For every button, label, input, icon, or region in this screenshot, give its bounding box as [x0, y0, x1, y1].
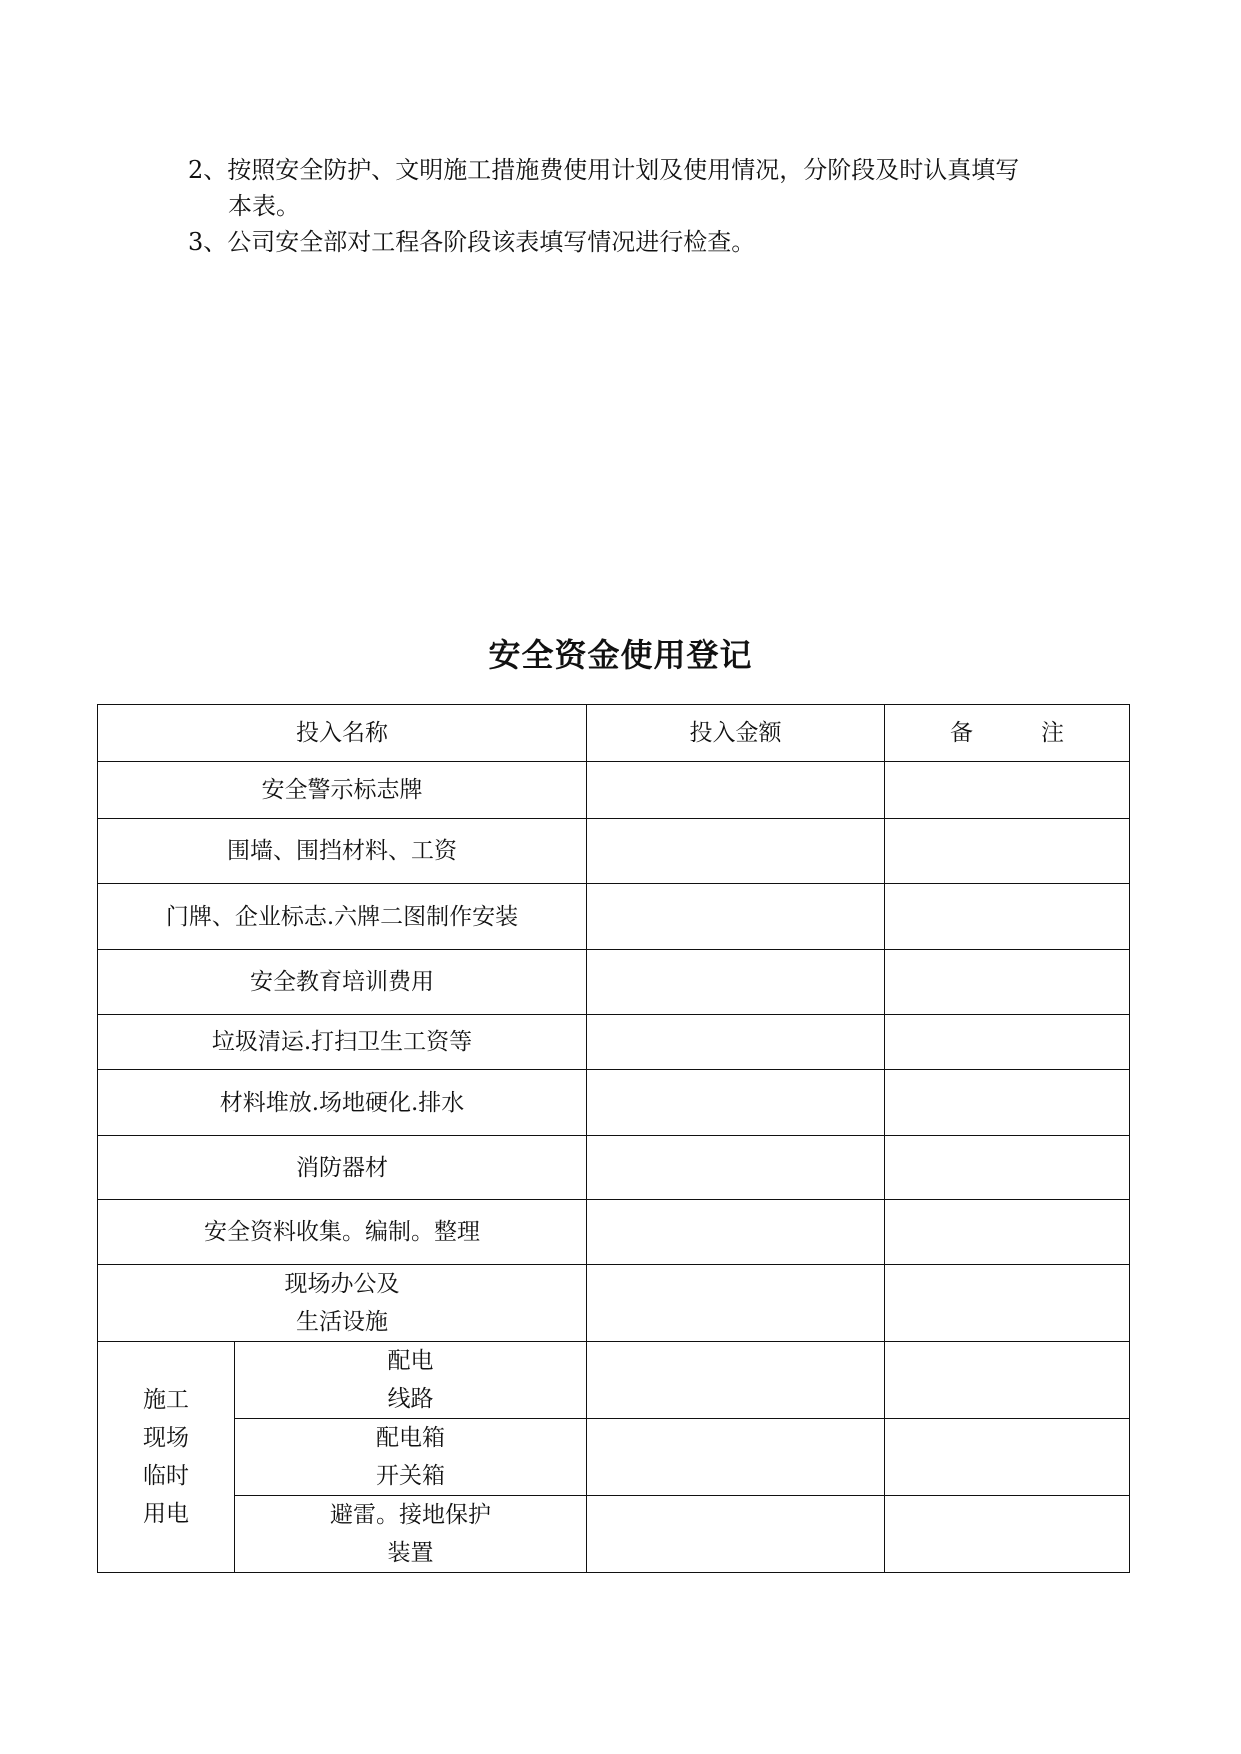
remark-cell[interactable]	[885, 1496, 1130, 1573]
remark-cell[interactable]	[885, 950, 1130, 1015]
amount-cell[interactable]	[587, 819, 885, 884]
remark-cell[interactable]	[885, 1265, 1130, 1342]
remark-cell[interactable]	[885, 1200, 1130, 1265]
amount-cell[interactable]	[587, 1136, 885, 1200]
row-name-cell: 门牌、企业标志.六牌二图制作安装	[98, 884, 587, 950]
remark-cell[interactable]	[885, 1136, 1130, 1200]
sub-item-line-2: 装置	[387, 1540, 434, 1566]
table-row	[98, 884, 1130, 950]
sub-item-line-1: 配电	[387, 1348, 434, 1374]
row-name-cell: 围墙、围挡材料、工资	[98, 819, 587, 884]
table-row	[98, 819, 1130, 884]
amount-cell[interactable]	[587, 1419, 885, 1496]
note-item-2-line-2: 本表。	[228, 192, 300, 220]
row-name-cell: 安全警示标志牌	[98, 762, 587, 819]
table-row	[98, 1200, 1130, 1265]
table-row	[98, 950, 1130, 1015]
amount-cell[interactable]	[587, 1070, 885, 1136]
table-row	[98, 762, 1130, 819]
amount-cell[interactable]	[587, 1496, 885, 1573]
table-row	[98, 1265, 1130, 1342]
amount-cell[interactable]	[587, 1342, 885, 1419]
remark-cell[interactable]	[885, 1419, 1130, 1496]
group-label-line: 施工	[143, 1387, 189, 1413]
header-remark-part1: 备	[950, 720, 973, 746]
row-name-cell: 消防器材	[98, 1136, 587, 1200]
safety-fund-table	[97, 704, 1130, 1573]
amount-cell[interactable]	[587, 762, 885, 819]
row-name-cell: 安全资料收集。编制。整理	[98, 1200, 587, 1265]
table-row	[98, 1342, 1130, 1419]
table-row	[98, 1496, 1130, 1573]
remark-cell[interactable]	[885, 819, 1130, 884]
header-name: 投入名称	[98, 705, 587, 762]
group-label-line: 现场	[143, 1425, 189, 1451]
remark-cell[interactable]	[885, 1015, 1130, 1070]
table-row	[98, 1070, 1130, 1136]
note-item-3: 3、公司安全部对工程各阶段该表填写情况进行检查。	[188, 228, 756, 256]
sub-item-line-2: 开关箱	[376, 1463, 445, 1489]
sub-item-cell	[235, 1496, 587, 1573]
table-row	[98, 1136, 1130, 1200]
amount-cell[interactable]	[587, 1015, 885, 1070]
sub-item-cell	[235, 1342, 587, 1419]
amount-cell[interactable]	[587, 1200, 885, 1265]
row-name-cell	[98, 1265, 587, 1342]
header-remark	[885, 705, 1130, 762]
sub-item-line-2: 线路	[387, 1386, 434, 1412]
group-label-line: 用电	[143, 1501, 189, 1527]
table-row	[98, 1015, 1130, 1070]
sub-item-line-1: 避雷。接地保护	[330, 1502, 491, 1528]
sub-item-cell	[235, 1419, 587, 1496]
row-name-cell: 垃圾清运.打扫卫生工资等	[98, 1015, 587, 1070]
remark-cell[interactable]	[885, 1070, 1130, 1136]
remark-cell[interactable]	[885, 762, 1130, 819]
row-name-line-2: 生活设施	[296, 1309, 388, 1335]
table-row	[98, 1419, 1130, 1496]
remark-cell[interactable]	[885, 1342, 1130, 1419]
row-name-cell: 材料堆放.场地硬化.排水	[98, 1070, 587, 1136]
sub-item-line-1: 配电箱	[376, 1425, 445, 1451]
page-title: 安全资金使用登记	[488, 636, 753, 674]
header-remark-part2: 注	[1041, 720, 1064, 746]
amount-cell[interactable]	[587, 1265, 885, 1342]
group-label-line: 临时	[143, 1463, 189, 1489]
remark-cell[interactable]	[885, 884, 1130, 950]
row-name-cell: 安全教育培训费用	[98, 950, 587, 1015]
group-label-cell	[98, 1342, 235, 1573]
header-amount: 投入金额	[587, 705, 885, 762]
row-name-line-1: 现场办公及	[284, 1271, 400, 1297]
amount-cell[interactable]	[587, 884, 885, 950]
amount-cell[interactable]	[587, 950, 885, 1015]
note-item-2-line-1: 2、按照安全防护、文明施工措施费使用计划及使用情况，分阶段及时认真填写	[188, 156, 1020, 184]
table-header-row	[98, 705, 1130, 762]
